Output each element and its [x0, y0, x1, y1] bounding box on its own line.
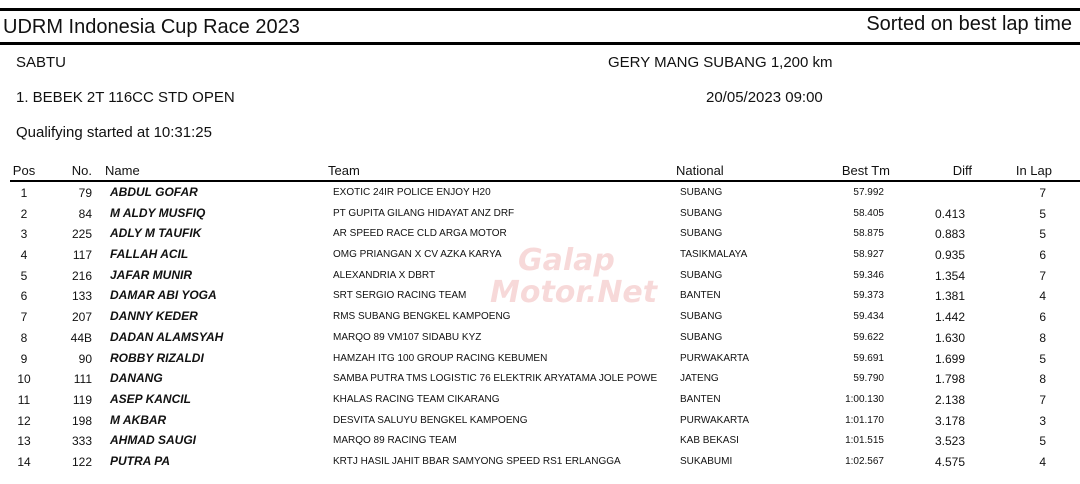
best-time: 59.691	[853, 352, 884, 364]
in-lap-cell: 4	[1039, 454, 1046, 469]
best-time: 1:01.170	[845, 414, 884, 426]
team-name: EXOTIC 24IR POLICE ENJOY H20	[333, 187, 491, 198]
team-name: OMG PRIANGAN X CV AZKA KARYA	[333, 249, 502, 261]
best-time: 1:02.567	[845, 455, 884, 467]
best-time: 58.875	[853, 228, 884, 240]
header-rule	[10, 180, 1080, 182]
best-time: 58.927	[853, 249, 884, 261]
rider-name: DADAN ALAMSYAH	[110, 329, 224, 344]
number-cell: 122	[71, 454, 92, 469]
in-lap-cell: 5	[1039, 351, 1046, 366]
col-pos: Pos	[12, 163, 36, 178]
rider-name: DANANG	[110, 371, 163, 386]
in-lap-cell: 7	[1039, 392, 1046, 407]
pos-cell: 5	[20, 268, 28, 283]
pos-cell: 13	[17, 434, 31, 449]
in-lap-cell: 4	[1039, 289, 1046, 304]
col-best-time: Best Tm	[841, 163, 890, 178]
rider-name: FALLAH ACIL	[110, 247, 189, 262]
session-day: SABTU	[16, 54, 67, 71]
rider-name: DAMAR ABI YOGA	[110, 288, 217, 303]
national-cell: PURWAKARTA	[680, 414, 750, 426]
diff-cell: 3.178	[934, 413, 965, 428]
in-lap-cell: 5	[1039, 434, 1046, 449]
in-lap-cell: 8	[1039, 330, 1046, 345]
team-name: SRT SERGIO RACING TEAM	[333, 290, 467, 302]
national-cell: SUBANG	[680, 207, 723, 219]
team-name: KRTJ HASIL JAHIT BBAR SAMYONG SPEED RS1 ERLANGGA	[333, 455, 621, 467]
number-cell: 207	[71, 310, 92, 325]
col-name: Name	[105, 163, 140, 178]
diff-cell: 1.354	[934, 268, 965, 283]
national-cell: SUBANG	[680, 228, 723, 240]
team-name: ALEXANDRIA X DBRT	[333, 269, 436, 281]
diff-cell: 1.798	[934, 372, 965, 387]
rider-name: JAFAR MUNIR	[110, 267, 193, 282]
best-time: 58.405	[853, 207, 884, 219]
diff-cell: 1.442	[934, 310, 965, 325]
team-name: MARQO 89 RACING TEAM	[333, 435, 457, 447]
session-date-time: 20/05/2023 09:00	[706, 89, 823, 106]
diff-cell: 3.523	[934, 434, 965, 449]
page-title: UDRM Indonesia Cup Race 2023	[3, 16, 300, 38]
team-name: KHALAS RACING TEAM CIKARANG	[333, 393, 500, 405]
table-row	[0, 431, 1080, 452]
rider-name: ROBBY RIZALDI	[110, 350, 204, 365]
team-name: HAMZAH ITG 100 GROUP RACING KEBUMEN	[333, 352, 548, 364]
team-name: AR SPEED RACE CLD ARGA MOTOR	[333, 228, 507, 240]
number-cell: 133	[71, 289, 92, 304]
rider-name: PUTRA PA	[110, 453, 170, 468]
pos-cell: 4	[20, 248, 28, 263]
sort-label: Sorted on best lap time	[866, 13, 1072, 35]
rider-name: ADLY M TAUFIK	[110, 226, 202, 241]
in-lap-cell: 7	[1039, 268, 1046, 283]
pos-cell: 9	[20, 351, 28, 366]
team-name: PT GUPITA GILANG HIDAYAT ANZ DRF	[333, 207, 515, 219]
best-time: 59.622	[853, 331, 884, 343]
rider-name: ASEP KANCIL	[110, 391, 191, 406]
number-cell: 117	[72, 248, 92, 263]
number-cell: 79	[78, 186, 92, 200]
diff-cell: 2.138	[934, 392, 965, 407]
best-time: 59.346	[853, 269, 884, 281]
number-cell: 198	[71, 413, 92, 428]
number-cell: 225	[71, 227, 92, 242]
race-class: 1. BEBEK 2T 116CC STD OPEN	[16, 89, 235, 106]
table-row	[0, 266, 1080, 287]
table-row	[0, 411, 1080, 432]
in-lap-cell: 3	[1039, 413, 1046, 428]
in-lap-cell: 6	[1039, 310, 1046, 325]
pos-cell: 2	[20, 206, 28, 221]
table-row	[0, 328, 1080, 349]
table-row	[0, 204, 1080, 225]
watermark-line1: Galap	[518, 243, 615, 278]
watermark-line2: Motor.Net	[490, 275, 658, 310]
col-in-lap: In Lap	[1015, 163, 1052, 178]
col-no: No.	[71, 163, 92, 178]
national-cell: BANTEN	[680, 290, 721, 302]
rider-name: DANNY KEDER	[110, 309, 198, 324]
table-row	[0, 183, 1080, 204]
table-row	[0, 452, 1080, 473]
number-cell: 44B	[70, 330, 92, 345]
team-name: DESVITA SALUYU BENGKEL KAMPOENG	[333, 414, 528, 426]
diff-cell: 0.935	[934, 248, 965, 263]
diff-cell: 1.630	[934, 330, 965, 345]
national-cell: TASIKMALAYA	[680, 249, 748, 261]
diff-cell: 0.413	[934, 206, 965, 221]
results-header	[0, 163, 1080, 179]
top-rule	[0, 8, 1080, 11]
pos-cell: 6	[20, 289, 28, 304]
table-row	[0, 369, 1080, 390]
pos-cell: 7	[20, 310, 28, 325]
in-lap-cell: 5	[1039, 227, 1046, 242]
rider-name: AHMAD SAUGI	[110, 433, 196, 448]
pos-cell: 8	[20, 330, 28, 345]
pos-cell: 12	[17, 413, 31, 428]
qualifying-start: Qualifying started at 10:31:25	[16, 124, 212, 141]
table-row	[0, 286, 1080, 307]
best-time: 59.373	[853, 290, 884, 302]
national-cell: SUBANG	[680, 311, 723, 323]
best-time: 1:01.515	[845, 435, 884, 447]
national-cell: KAB BEKASI	[680, 435, 739, 447]
best-time: 57.992	[853, 187, 884, 198]
national-cell: PURWAKARTA	[680, 352, 750, 364]
rider-name: ABDUL GOFAR	[110, 185, 198, 199]
pos-cell: 11	[17, 392, 31, 407]
diff-cell: 0.883	[934, 227, 965, 242]
team-name: RMS SUBANG BENGKEL KAMPOENG	[333, 311, 511, 323]
results-table	[0, 183, 1080, 473]
diff-cell: 4.575	[934, 454, 965, 469]
table-row	[0, 349, 1080, 370]
pos-cell: 14	[17, 454, 31, 469]
best-time: 59.790	[853, 373, 884, 385]
table-row	[0, 224, 1080, 245]
diff-cell: 1.699	[934, 351, 965, 366]
rider-name: M ALDY MUSFIQ	[110, 205, 206, 220]
col-team: Team	[328, 163, 360, 178]
national-cell: SUBANG	[680, 331, 723, 343]
national-cell: SUBANG	[680, 269, 723, 281]
title-underline	[0, 42, 1080, 45]
in-lap-cell: 5	[1039, 206, 1046, 221]
national-cell: JATENG	[680, 373, 719, 385]
col-national: National	[676, 163, 724, 178]
number-cell: 111	[73, 372, 92, 387]
diff-cell: 1.381	[934, 289, 965, 304]
national-cell: SUKABUMI	[680, 455, 733, 467]
rider-name: M AKBAR	[110, 412, 167, 427]
number-cell: 333	[71, 434, 92, 449]
in-lap-cell: 8	[1039, 372, 1046, 387]
pos-cell: 1	[20, 186, 28, 200]
pos-cell: 10	[17, 372, 31, 387]
number-cell: 84	[78, 206, 92, 221]
number-cell: 90	[78, 351, 92, 366]
national-cell: BANTEN	[680, 393, 721, 405]
circuit-name: GERY MANG SUBANG 1,200 km	[608, 54, 833, 71]
team-name: SAMBA PUTRA TMS LOGISTIC 76 ELEKTRIK ARYATAMA JOLE POWE	[333, 373, 658, 385]
best-time: 59.434	[853, 311, 884, 323]
in-lap-cell: 6	[1039, 248, 1046, 263]
number-cell: 216	[71, 268, 92, 283]
national-cell: SUBANG	[680, 187, 723, 198]
table-row	[0, 307, 1080, 328]
in-lap-cell: 7	[1039, 186, 1046, 200]
col-diff: Diff	[952, 163, 972, 178]
team-name: MARQO 89 VM107 SIDABU KYZ	[333, 331, 482, 343]
number-cell: 119	[72, 392, 92, 407]
pos-cell: 3	[20, 227, 28, 242]
best-time: 1:00.130	[845, 393, 884, 405]
table-row	[0, 390, 1080, 411]
table-row	[0, 245, 1080, 266]
